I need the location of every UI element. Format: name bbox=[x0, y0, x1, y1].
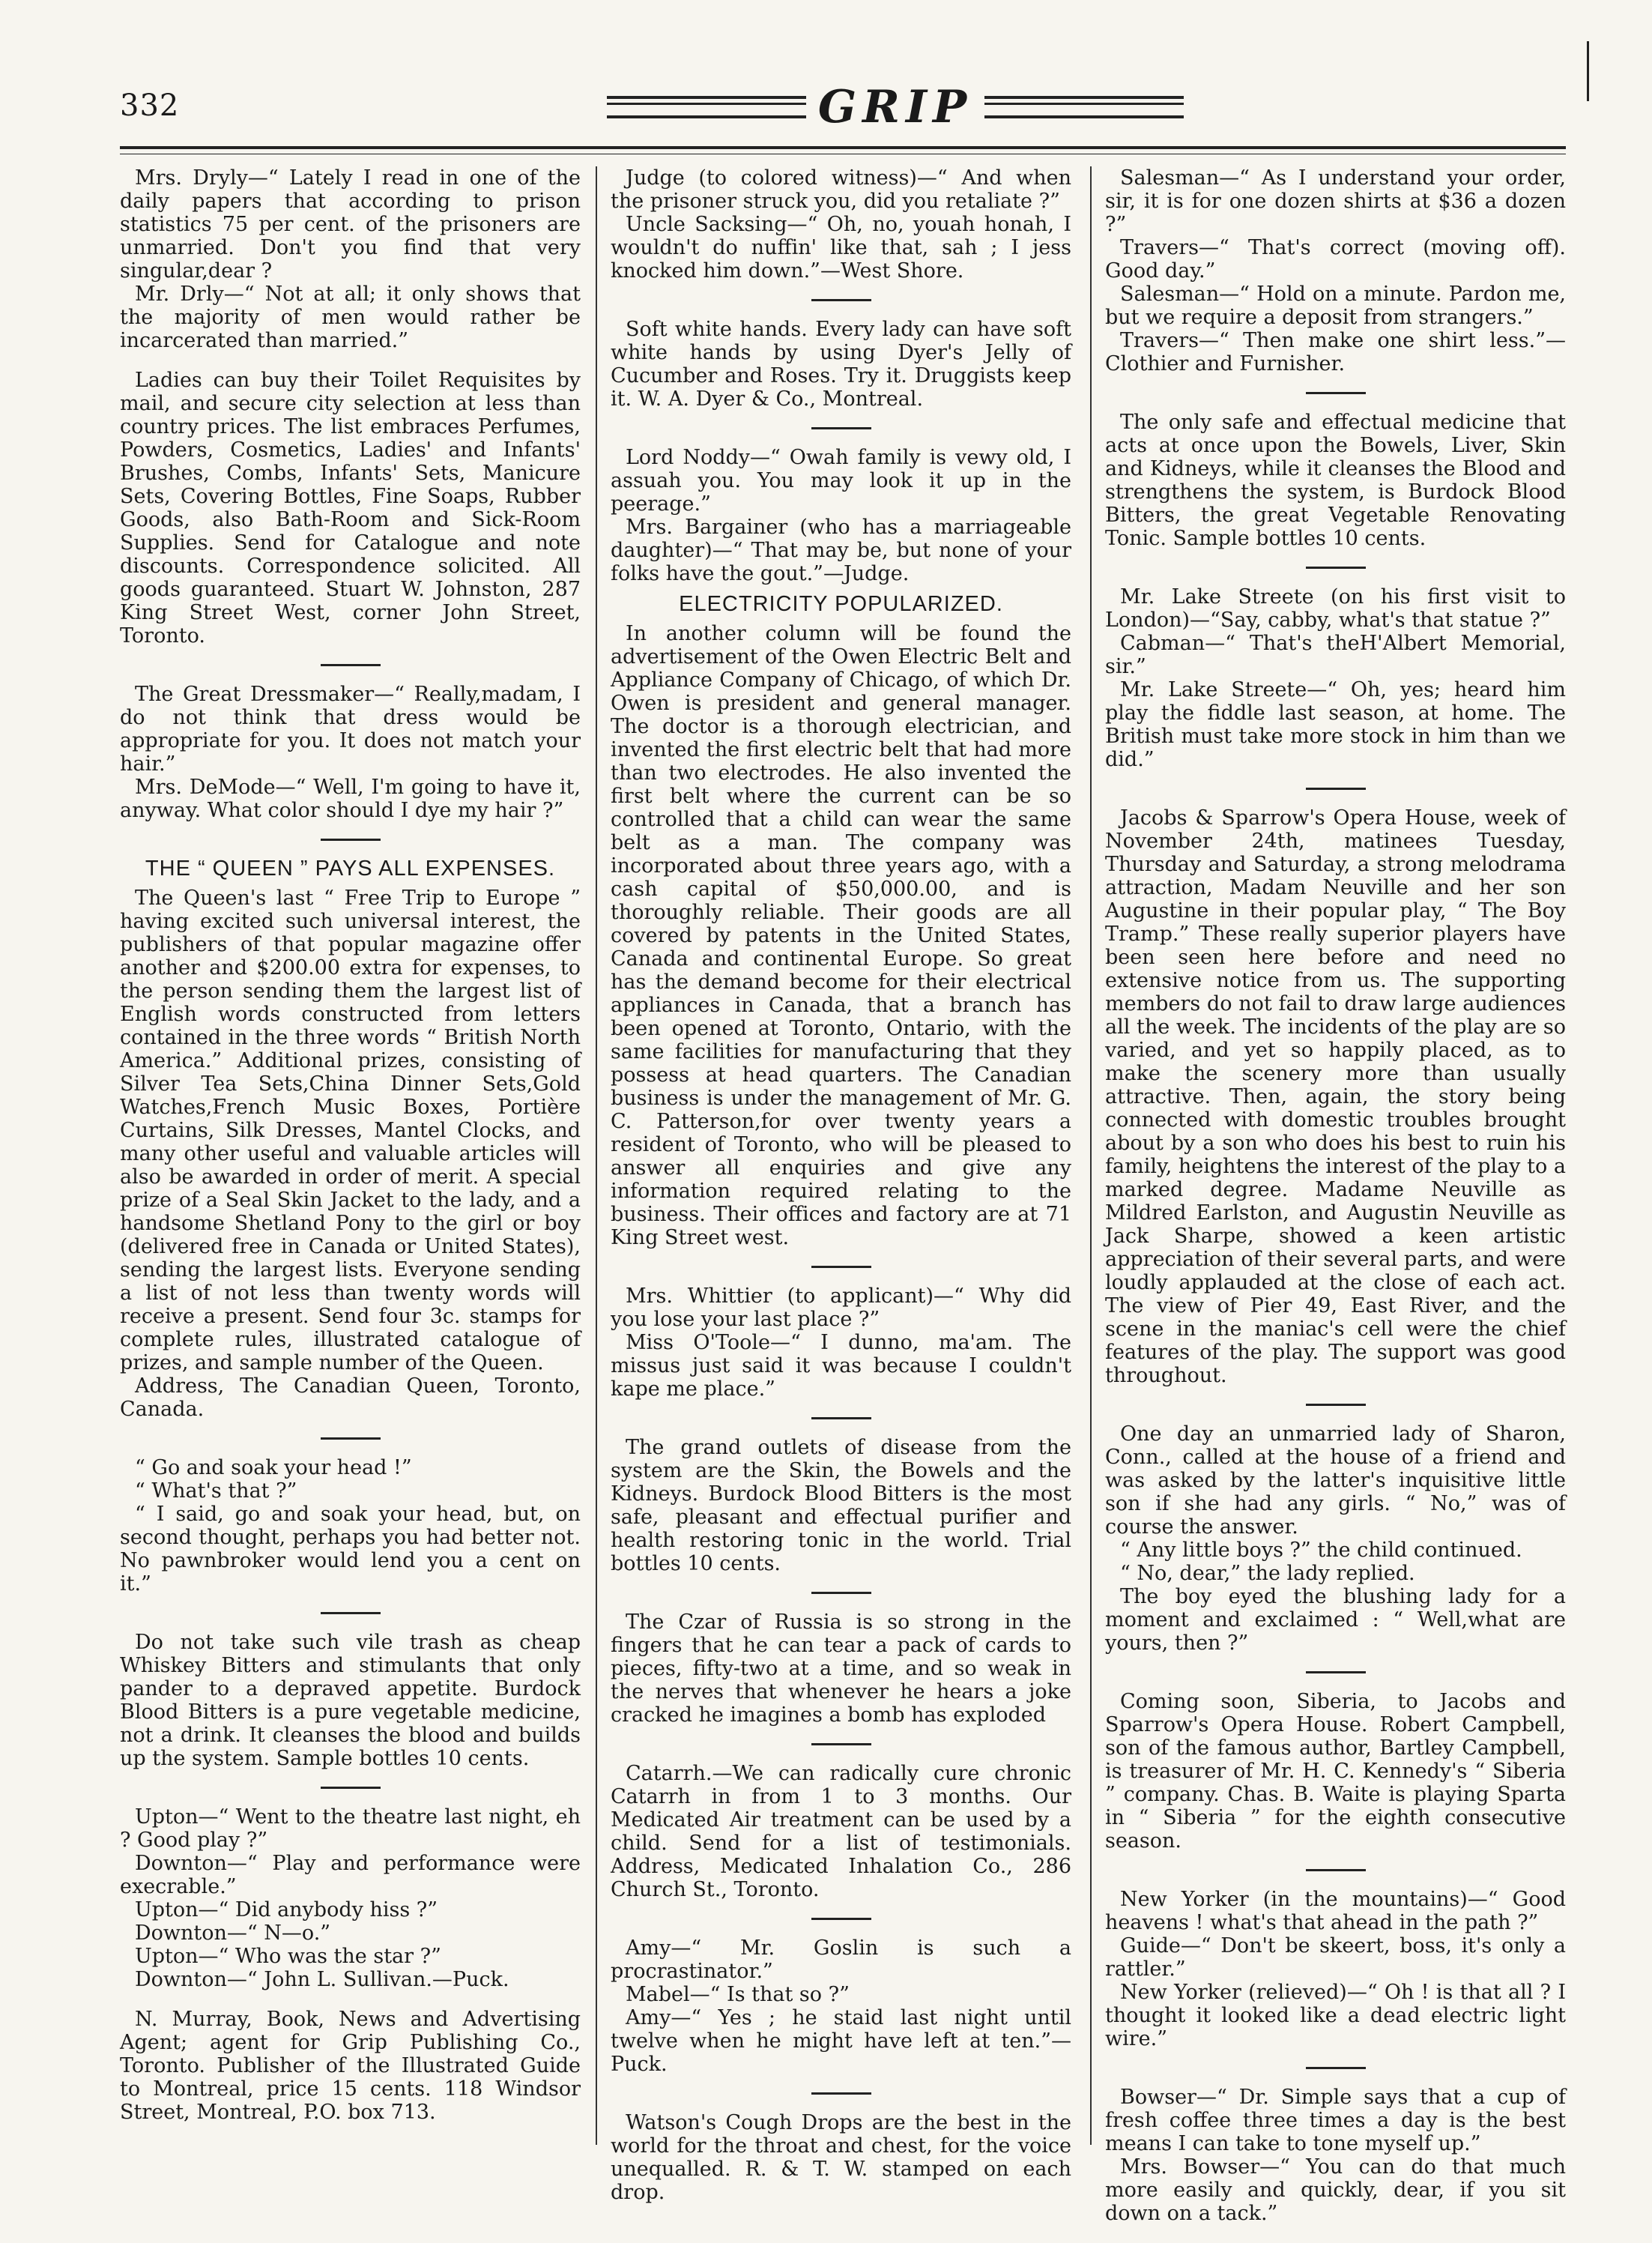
paragraph: Mrs. Bowser—“ You can do that much more easily and quickly, dear, if you sit down on a tack.” bbox=[1105, 2155, 1566, 2225]
separator bbox=[811, 1266, 871, 1268]
separator bbox=[1306, 1404, 1366, 1406]
paragraph: Amy—“ Mr. Goslin is such a procrastinator.” bbox=[611, 1936, 1071, 1983]
paragraph: Lord Noddy—“ Owah family is vewy old, I assuah you. You may look it up in the peerage.” bbox=[611, 446, 1071, 516]
advertisement: Do not take such vile trash as cheap Whiskey Bitters and stimulants that only pander to a depraved appetite. Burdock Blood Bitters is a pure vegetable medicine, not a drink. It cleanses the blood and builds up the system. Sample bottles 10 cents. bbox=[120, 1631, 581, 1770]
paragraph: Travers—“ Then make one shirt less.”—Clothier and Furnisher. bbox=[1105, 329, 1566, 375]
paragraph: Coming soon, Siberia, to Jacobs and Sparrow's Opera House. Robert Campbell, son of the famous author, Bartley Campbell, is treasurer of Mr. H. C. Kennedy's “ Siberia ” company. Chas. B. Waite is playing Sparta in “ Siberia ” for the eighth consecutive season. bbox=[1105, 1690, 1566, 1853]
paragraph: Mrs. Bargainer (who has a marriageable daughter)—“ That may be, but none of your folks have the gout.”—Judge. bbox=[611, 516, 1071, 585]
paragraph: Travers—“ That's correct (moving off). Good day.” bbox=[1105, 236, 1566, 283]
paragraph: Upton—“ Who was the star ?” bbox=[135, 1945, 441, 1968]
masthead-rule-left bbox=[607, 96, 806, 118]
paragraph: In another column will be found the advertisement of the Owen Electric Belt and Appliance Company of Chicago, of which Dr. Owen is president and general manager. The doctor is a thorough electrician, and invented the first electric belt that had more than two electrodes. He also invented the first belt where the current can be so controlled that a child can wear the same belt as a man. The company was incorporated about three years ago, with a cash capital of $50,000.00, and is thoroughly reliable. Their goods are all covered by patents in the United States, Canada and continental Europe. So great has the demand become for their electrical appliances in Canada, that a branch has been opened at Toronto, Ontario, with the same facilities for manufacturing that they possess at head quarters. The Canadian business is under the management of Mr. G. C. Patterson,for over twenty years a resident of Toronto, who will be pleased to answer all enquiries and give any information required relating to the business. Their offices and factory are at 71 King Street west. bbox=[611, 622, 1071, 1249]
separator bbox=[811, 299, 871, 301]
column-divider bbox=[1090, 166, 1092, 2145]
paragraph: Downton—“ N—o.” bbox=[135, 1922, 331, 1945]
separator bbox=[1306, 392, 1366, 394]
advertisement: Watson's Cough Drops are the best in the world for the throat and chest, for the voice unequalled. R. & T. W. stamped on each drop. bbox=[611, 2111, 1071, 2204]
column-divider bbox=[596, 166, 597, 2145]
page-number: 332 bbox=[120, 88, 180, 123]
paragraph: New Yorker (in the mountains)—“ Good heavens ! what's that ahead in the path ?” bbox=[1105, 1888, 1566, 1934]
separator bbox=[811, 1417, 871, 1419]
separator bbox=[1306, 1671, 1366, 1673]
advertisement: Ladies can buy their Toilet Requisites by mail, and secure city selection at less than country prices. The list embraces Perfumes, Powders, Cosmetics, Ladies' and Infants' Brushes, Combs, Infants' Sets, Manicure Sets, Covering Bottles, Fine Soaps, Rubber Goods, also Bath-Room and Sick-Room Supplies. Send for Catalogue and note discounts. Correspondence solicited. All goods guaranteed. Stuart W. Johnston, 287 King Street West, corner John Street, Toronto. bbox=[120, 369, 581, 647]
paragraph: Salesman—“ As I understand your order, sir, it is for one dozen shirts at $36 a dozen ?” bbox=[1105, 166, 1566, 236]
separator bbox=[811, 1918, 871, 1920]
masthead-rule-right bbox=[984, 96, 1184, 118]
separator bbox=[811, 2092, 871, 2095]
masthead bbox=[607, 81, 1184, 133]
paragraph: “ Any little boys ?” the child continued. bbox=[1120, 1539, 1522, 1562]
column-3 bbox=[1105, 166, 1566, 2225]
paragraph: One day an unmarried lady of Sharon, Conn., called at the house of a friend and was asked by the latter's inquisitive little son if she had any girls. “ No,” was of course the answer. bbox=[1105, 1422, 1566, 1539]
paragraph: Salesman—“ Hold on a minute. Pardon me, but we require a deposit from strangers.” bbox=[1105, 283, 1566, 329]
paragraph: Address, The Canadian Queen, Toronto, Canada. bbox=[120, 1374, 581, 1421]
paragraph: Mrs. Dryly—“ Lately I read in one of the daily papers that according to prison statistics 75 per cent. of the prisoners are unmarried. Don't you find that very singular,dear ? bbox=[120, 166, 581, 283]
paragraph: Jacobs & Sparrow's Opera House, week of November 24th, matinees Tuesday, Thursday and Saturday, a strong melodrama attraction, Madam Neuville and her son Augustine in their popular play, “ The Boy Tramp.” These really superior players have been seen here before and need no extensive notice from us. The supporting members do not fail to draw large audiences all the week. The incidents of the play are so varied, and yet so happily placed, as to make the scenery more than usually attractive. Then, again, the story being connected with domestic troubles brought about by a son who does his best to ruin his family, heightens the interest of the play to a marked degree. Madame Neuville as Mildred Earlston, and Augustin Neuville as Jack Sharpe, showed a keen artistic appreciation of their several parts, and were loudly applauded at the close of each act. The view of Pier 49, East River, and the scene in the maniac's cell were the chief features of the play. The support was good throughout. bbox=[1105, 806, 1566, 1387]
separator bbox=[321, 1787, 381, 1789]
masthead-title: GRIP bbox=[817, 81, 973, 133]
paragraph: Upton—“ Did anybody hiss ?” bbox=[135, 1898, 438, 1922]
section-heading: ELECTRICITY POPULARIZED. bbox=[679, 592, 1003, 616]
paragraph: Bowser—“ Dr. Simple says that a cup of fresh coffee three times a day is the best means I can take to tone myself up.” bbox=[1105, 2086, 1566, 2155]
separator bbox=[321, 664, 381, 666]
paragraph: Mrs. Whittier (to applicant)—“ Why did you lose your last place ?” bbox=[611, 1284, 1071, 1331]
paragraph: Mr. Lake Streete—“ Oh, yes; heard him play the fiddle last season, at home. The British must take more stock in him than we did.” bbox=[1105, 678, 1566, 771]
separator bbox=[1306, 2067, 1366, 2069]
advertisement: The grand outlets of disease from the system are the Skin, the Bowels and the Kidneys. Burdock Blood Bitters is the most safe, pleasant and effectual purifier and health restoring tonic in the world. Trial bottles 10 cents. bbox=[611, 1436, 1071, 1575]
paragraph: Mr. Lake Streete (on his first visit to London)—“Say, cabby, what's that statue ?” bbox=[1105, 585, 1566, 632]
advertisement: Catarrh.—We can radically cure chronic Catarrh in from 1 to 3 months. Our Medicated Air treatment can be used by a child. Send for a list of testimonials. Address, Medicated Inhalation Co., 286 Church St., Toronto. bbox=[611, 1762, 1071, 1901]
advertisement: N. Murray, Book, News and Advertising Agent; agent for Grip Publishing Co., Toronto. Publisher of the Illustrated Guide to Montreal, price 15 cents. 118 Windsor Street, Montreal, P.O. box 713. bbox=[120, 2008, 581, 2124]
paragraph: “ No, dear,” the lady replied. bbox=[1120, 1562, 1415, 1585]
paragraph: “ What's that ?” bbox=[135, 1479, 297, 1503]
advertisement: Soft white hands. Every lady can have soft white hands by using Dyer's Jelly of Cucumber and Roses. Try it. Druggists keep it. W. A. Dyer & Co., Montreal. bbox=[611, 318, 1071, 411]
separator bbox=[321, 1437, 381, 1440]
paragraph: The Czar of Russia is so strong in the fingers that he can tear a pack of cards to pieces, fifty-two at a time, and so weak in the nerves that whenever he hears a joke cracked he imagines a bomb has exploded bbox=[611, 1610, 1071, 1727]
paragraph: Amy—“ Yes ; he staid last night until twelve when he might have left at ten.”—Puck. bbox=[611, 2006, 1071, 2076]
page-header bbox=[120, 81, 1566, 133]
paragraph: Guide—“ Don't be skeert, boss, it's only a rattler.” bbox=[1105, 1934, 1566, 1981]
paragraph: Downton—“ John L. Sullivan.—Puck. bbox=[135, 1968, 509, 1991]
page-edge-rule bbox=[1587, 41, 1589, 101]
paragraph: Mabel—“ Is that so ?” bbox=[626, 1983, 850, 2006]
paragraph: Upton—“ Went to the theatre last night, eh ? Good play ?” bbox=[120, 1805, 581, 1852]
separator bbox=[1306, 788, 1366, 790]
paragraph: The Great Dressmaker—“ Really,madam, I do not think that dress would be appropriate for you. It does not match your hair.” bbox=[120, 683, 581, 776]
paragraph: Judge (to colored witness)—“ And when the prisoner struck you, did you retaliate ?” bbox=[611, 166, 1071, 213]
advertisement: The only safe and effectual medicine that acts at once upon the Bowels, Liver, Skin and Kidneys, while it cleanses the Blood and strengthens the system, is Burdock Blood Bitters, the great Vegetable Renovating Tonic. Sample bottles 10 cents. bbox=[1105, 411, 1566, 550]
paragraph: Uncle Sacksing—“ Oh, no, youah honah, I wouldn't do nuffin' like that, sah ; I jess knocked him down.”—West Shore. bbox=[611, 213, 1071, 283]
paragraph: Cabman—“ That's theH'Albert Memorial, sir.” bbox=[1105, 632, 1566, 678]
paragraph: “ I said, go and soak your head, but, on second thought, perhaps you had better not. No pawnbroker would lend you a cent on it.” bbox=[120, 1503, 581, 1596]
separator bbox=[1306, 1869, 1366, 1871]
separator bbox=[811, 1743, 871, 1745]
separator bbox=[811, 1592, 871, 1594]
paragraph: Miss O'Toole—“ I dunno, ma'am. The missus just said it was because I couldn't kape me place.” bbox=[611, 1331, 1071, 1401]
paragraph: Mr. Drly—“ Not at all; it only shows that the majority of men would rather be incarcerated than married.” bbox=[120, 283, 581, 352]
paragraph: “ Go and soak your head !” bbox=[135, 1456, 412, 1479]
column-2 bbox=[611, 166, 1071, 2204]
paragraph: Downton—“ Play and performance were execrable.” bbox=[120, 1852, 581, 1898]
separator bbox=[1306, 567, 1366, 569]
column-1 bbox=[120, 166, 581, 2145]
separator bbox=[321, 1612, 381, 1614]
paragraph: Mrs. DeMode—“ Well, I'm going to have it, anyway. What color should I dye my hair ?” bbox=[120, 776, 581, 822]
paragraph: The Queen's last “ Free Trip to Europe ” having excited such universal interest, the publishers of that popular magazine offer another and $200.00 extra for expenses, to the person sending them the largest list of English words constructed from letters contained in the three words “ British North America.” Additional prizes, consisting of Silver Tea Sets,China Dinner Sets,Gold Watches,French Music Boxes, Portière Curtains, Silk Dresses, Mantel Clocks, and many other useful and valuable articles will also be awarded in order of merit. A special prize of a Seal Skin Jacket to the lady, and a handsome Shetland Pony to the girl or boy (delivered free in Canada or United States), sending the largest lists. Everyone sending a list of not less than twenty words will receive a present. Send four 3c. stamps for complete rules, illustrated catalogue of prizes, and sample number of the Queen. bbox=[120, 887, 581, 1374]
paragraph: The boy eyed the blushing lady for a moment and exclaimed : “ Well,what are yours, then ?” bbox=[1105, 1585, 1566, 1655]
header-rule bbox=[120, 146, 1566, 149]
separator bbox=[321, 839, 381, 841]
separator bbox=[811, 427, 871, 429]
section-heading: THE “ QUEEN ” PAYS ALL EXPENSES. bbox=[145, 857, 556, 881]
paragraph: New Yorker (relieved)—“ Oh ! is that all ? I thought it looked like a dead electric light wire.” bbox=[1105, 1981, 1566, 2050]
